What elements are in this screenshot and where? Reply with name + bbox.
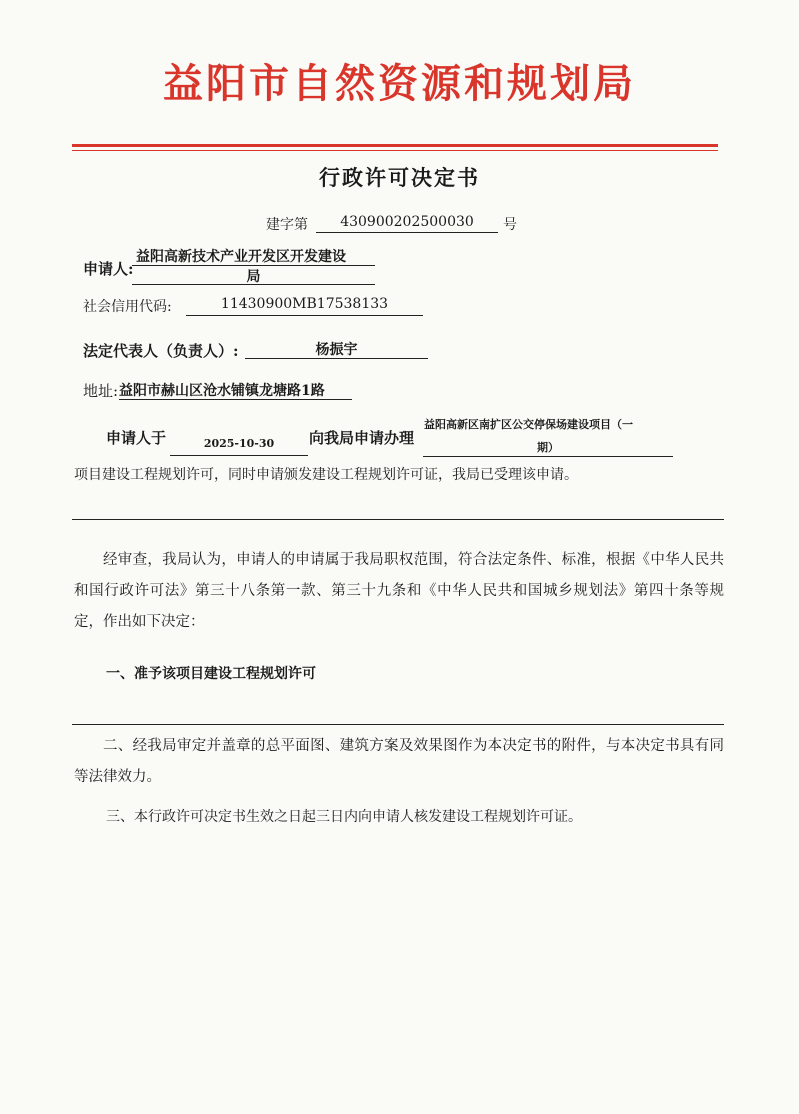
decision-item-1: 一、准予该项目建设工程规划许可 bbox=[106, 666, 316, 682]
letterhead-rule-thin bbox=[72, 150, 718, 151]
project-underline bbox=[423, 456, 673, 457]
document-title: 行政许可决定书 bbox=[319, 165, 480, 190]
credit-code-value: 11430900MB17538133 bbox=[186, 296, 423, 316]
doc-number-prefix: 建字第 bbox=[266, 217, 308, 233]
decision-item-3: 三、本行政许可决定书生效之日起三日内向申请人核发建设工程规划许可证。 bbox=[106, 809, 582, 825]
address-value: 益阳市赫山区沧水铺镇龙塘路1路 bbox=[119, 380, 352, 400]
applicant-name-line1: 益阳高新技术产业开发区开发建设 bbox=[136, 249, 346, 265]
decision-item-2: 二、经我局审定并盖章的总平面图、建筑方案及效果图作为本决定书的附件，与本决定书具有同等法律效力。 bbox=[74, 738, 724, 785]
blank-line-2 bbox=[72, 724, 724, 725]
application-date: 2025-10-30 bbox=[170, 437, 308, 456]
doc-number-suffix: 号 bbox=[503, 217, 517, 233]
doc-number-value: 430900202500030 bbox=[316, 214, 498, 233]
legal-rep-value: 杨振宇 bbox=[245, 339, 428, 359]
application-continuation: 项目建设工程规划许可，同时申请颁发建设工程规划许可证，我局已受理该申请。 bbox=[74, 467, 578, 483]
blank-line-1 bbox=[72, 519, 724, 520]
credit-code-label: 社会信用代码: bbox=[83, 299, 172, 315]
applicant-label: 申请人: bbox=[83, 260, 134, 278]
application-middle: 向我局申请办理 bbox=[309, 429, 415, 447]
applicant-underline-2 bbox=[132, 284, 375, 285]
application-prefix: 申请人于 bbox=[106, 429, 167, 447]
review-paragraph: 经审查，我局认为，申请人的申请属于我局职权范围，符合法定条件、标准，根据《中华人民共和国行政许可法》第三十八条第一款、第三十九条和《中华人民共和国城乡规划法》第四十条等规定，作出如下决定： bbox=[74, 552, 724, 630]
project-name-line2: 期） bbox=[537, 441, 559, 454]
project-name-line1: 益阳高新区南扩区公交停保场建设项目（一 bbox=[424, 418, 633, 431]
applicant-name-line2: 局 bbox=[246, 269, 261, 285]
letterhead-title: 益阳市自然资源和规划局 bbox=[163, 61, 636, 107]
address-label: 地址: bbox=[83, 382, 119, 400]
letterhead-rule-thick bbox=[72, 144, 718, 147]
legal-rep-label: 法定代表人（负责人）: bbox=[83, 342, 239, 360]
